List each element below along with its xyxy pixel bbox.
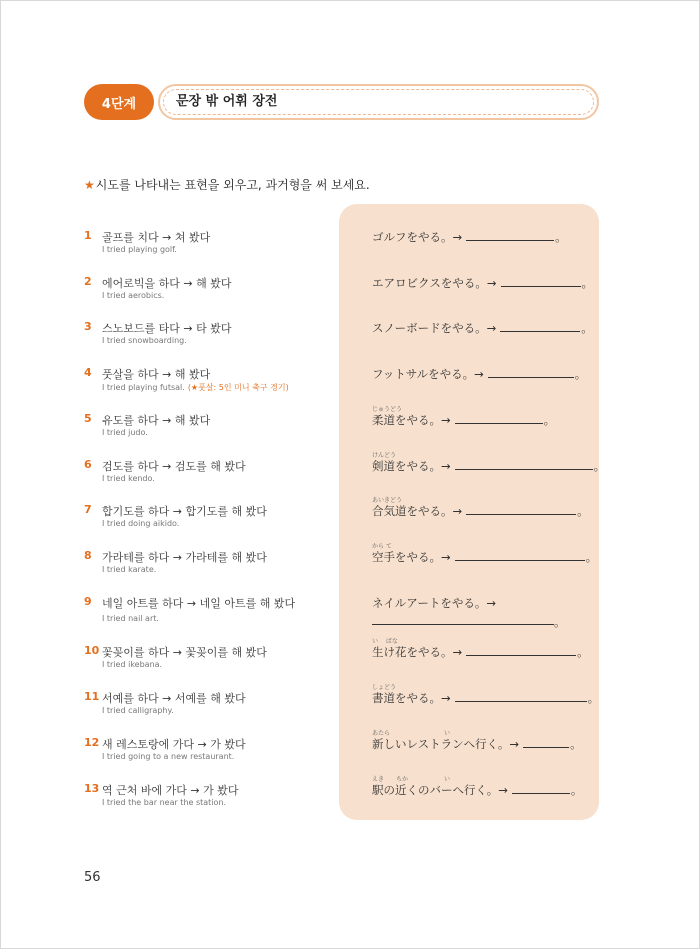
answer-blank[interactable] <box>523 736 569 748</box>
japanese-text: フットサルをやる。→ <box>372 367 484 381</box>
korean-text: 풋살을 하다 → 해 봤다 <box>102 368 211 381</box>
page-number: 56 <box>84 870 101 885</box>
korean-text: 서예를 하다 → 서예를 해 봤다 <box>102 692 246 705</box>
japanese-sentence <box>372 595 496 611</box>
english-text: I tried judo. <box>102 428 148 437</box>
answer-blank[interactable] <box>455 412 543 424</box>
answer-blank[interactable] <box>455 549 585 561</box>
english-text: I tried nail art. <box>102 614 159 623</box>
item-number: 6 <box>84 458 92 471</box>
japanese-sentence <box>372 782 582 798</box>
item-number: 4 <box>84 366 92 379</box>
english-text: I tried kendo. <box>102 474 155 483</box>
answer-blank[interactable] <box>488 366 574 378</box>
item-number: 11 <box>84 690 100 703</box>
title-box <box>158 84 599 120</box>
english-text: I tried doing aikido. <box>102 519 180 528</box>
japanese-sentence <box>372 412 555 428</box>
furigana: から て <box>372 543 392 550</box>
korean-text: 합기도를 하다 → 합기도를 해 봤다 <box>102 505 267 518</box>
period: 。 <box>577 504 589 518</box>
item-number: 5 <box>84 412 92 425</box>
english-text: I tried snowboarding. <box>102 336 187 345</box>
answer-blank[interactable] <box>500 320 580 332</box>
item-number: 2 <box>84 275 92 288</box>
japanese-sentence <box>372 366 586 382</box>
japanese-text: 剣道をやる。→ <box>372 459 451 473</box>
item-number: 7 <box>84 503 92 516</box>
period: 。 <box>554 615 566 629</box>
korean-text: 유도를 하다 → 해 봤다 <box>102 414 211 427</box>
item-number: 13 <box>84 782 100 795</box>
japanese-text: ネイルアートをやる。→ <box>372 596 497 610</box>
japanese-sentence <box>372 458 605 474</box>
period: 。 <box>585 550 598 564</box>
korean-text: 에어로빅을 하다 → 해 봤다 <box>102 277 232 290</box>
english-text: I tried calligraphy. <box>102 706 174 715</box>
answer-blank[interactable] <box>466 503 576 515</box>
korean-text: 역 근처 바에 가다 → 가 봤다 <box>102 784 239 797</box>
period: 。 <box>570 737 582 751</box>
english-text: I tried the bar near the station. <box>102 798 227 807</box>
answer-blank[interactable] <box>466 644 576 656</box>
korean-text: 네일 아트를 하다 → 네일 아트를 해 봤다 <box>102 597 296 610</box>
japanese-sentence <box>372 549 597 565</box>
english-text <box>102 382 289 393</box>
korean-text: 꽃꽂이를 하다 → 꽃꽂이를 해 봤다 <box>102 646 267 659</box>
japanese-sentence <box>372 275 593 291</box>
japanese-sentence <box>372 229 567 245</box>
japanese-text: 柔道をやる。→ <box>372 413 451 427</box>
instruction <box>84 176 370 193</box>
japanese-sentence <box>372 690 599 706</box>
item-number: 10 <box>84 644 100 657</box>
answer-blank[interactable] <box>455 458 593 470</box>
period: 。 <box>555 230 567 244</box>
period: 。 <box>587 691 600 705</box>
japanese-sentence <box>372 320 593 336</box>
instruction-text: 시도를 나타내는 표현을 외우고, 과거형을 써 보세요. <box>95 178 370 192</box>
korean-text: 스노보드를 타다 → 타 봤다 <box>102 322 232 335</box>
japanese-text: ゴルフをやる。→ <box>372 230 463 244</box>
star-icon: ★ <box>84 178 95 192</box>
period: 。 <box>581 276 594 290</box>
futsal-note: (★풋살: 5인 미니 축구 경기) <box>187 383 289 392</box>
japanese-text: スノーボードをやる。→ <box>372 321 497 335</box>
period: 。 <box>577 645 589 659</box>
item-number: 9 <box>84 595 92 608</box>
korean-text: 검도를 하다 → 검도를 해 봤다 <box>102 460 246 473</box>
furigana: あたら い <box>372 730 451 737</box>
english-sentence: I tried playing futsal. <box>102 383 185 392</box>
answer-blank[interactable] <box>455 690 587 702</box>
answer-blank[interactable] <box>501 275 581 287</box>
japanese-text: 駅の近くのバーへ行く。→ <box>372 783 508 797</box>
japanese-text: 生け花をやる。→ <box>372 645 463 659</box>
furigana: あいきどう <box>372 497 403 504</box>
japanese-text: 空手をやる。→ <box>372 550 451 564</box>
korean-text: 골프를 치다 → 쳐 봤다 <box>102 231 211 244</box>
period: 。 <box>543 413 556 427</box>
japanese-sentence <box>372 736 582 752</box>
japanese-sentence <box>372 503 589 519</box>
period: 。 <box>574 367 587 381</box>
item-number: 8 <box>84 549 92 562</box>
japanese-text: 書道をやる。→ <box>372 691 451 705</box>
furigana: えき ちか い <box>372 776 451 783</box>
section-title: 문장 밖 어휘 장전 <box>176 94 278 109</box>
item-number: 12 <box>84 736 100 749</box>
step-badge: 4단계 <box>84 84 154 120</box>
furigana: けんどう <box>372 452 397 459</box>
answer-blank[interactable] <box>512 782 570 794</box>
japanese-text: 新しいレストランへ行く。→ <box>372 737 520 751</box>
furigana: じゅうどう <box>372 406 403 413</box>
period: 。 <box>593 459 606 473</box>
english-text: I tried going to a new restaurant. <box>102 752 235 761</box>
item-number: 1 <box>84 229 92 242</box>
korean-text: 새 레스토랑에 가다 → 가 봤다 <box>102 738 246 751</box>
furigana: い ばな <box>372 638 398 645</box>
period: 。 <box>570 783 583 797</box>
english-text: I tried playing golf. <box>102 245 177 254</box>
answer-blank[interactable] <box>466 229 554 241</box>
english-text: I tried karate. <box>102 565 157 574</box>
english-text: I tried ikebana. <box>102 660 163 669</box>
item-number: 3 <box>84 320 92 333</box>
japanese-sentence <box>372 644 589 660</box>
japanese-text: エアロビクスをやる。→ <box>372 276 497 290</box>
japanese-text: 合気道をやる。→ <box>372 504 463 518</box>
answer-blank[interactable] <box>372 624 554 625</box>
furigana: しょどう <box>372 684 397 691</box>
english-text: I tried aerobics. <box>102 291 165 300</box>
section-header <box>84 84 599 120</box>
korean-text: 가라테를 하다 → 가라테를 해 봤다 <box>102 551 267 564</box>
period: 。 <box>581 321 593 335</box>
